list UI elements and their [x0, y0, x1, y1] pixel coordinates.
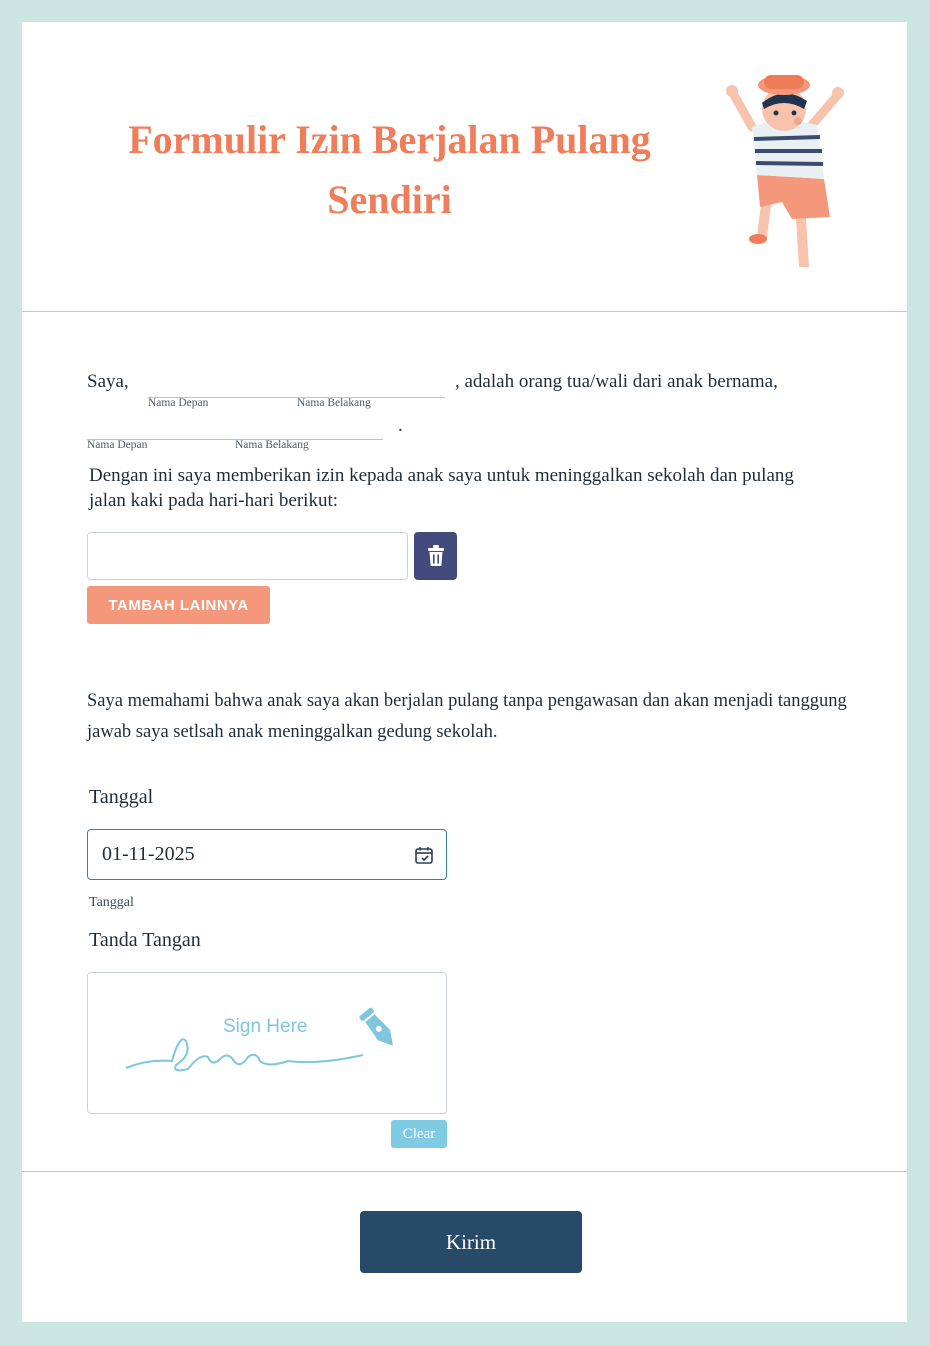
child-illustration: [712, 67, 852, 267]
parent-first-name-label: Nama Depan: [148, 397, 209, 409]
clear-signature-button[interactable]: Clear: [391, 1120, 447, 1148]
intro-suffix: , adalah orang tua/wali dari anak bernama,: [455, 371, 778, 392]
date-label: Tanggal: [89, 786, 154, 808]
footer-divider: [22, 1171, 907, 1172]
signature-scribble-icon: [88, 973, 448, 1115]
signature-label: Tanda Tangan: [89, 929, 201, 951]
form-card: [22, 22, 907, 1322]
child-name-input[interactable]: [87, 414, 383, 440]
form-header: [22, 22, 907, 312]
understanding-text: Saya memahami bahwa anak saya akan berjalan pulang tanpa pengawasan dan akan menjadi tanggung jawab saya setlsah anak meninggalkan gedung sekolah.: [87, 691, 847, 742]
trash-icon: [427, 545, 445, 567]
child-first-name-label: Nama Depan: [87, 439, 148, 451]
day-input[interactable]: [87, 532, 408, 580]
parent-last-name-label: Nama Belakang: [297, 397, 371, 409]
child-last-name-label: Nama Belakang: [235, 439, 309, 451]
signature-pad[interactable]: [87, 972, 447, 1114]
add-more-button[interactable]: TAMBAH LAINNYA: [87, 586, 270, 624]
submit-button[interactable]: Kirim: [360, 1211, 582, 1273]
date-value: 01-11-2025: [102, 843, 195, 865]
parent-name-input[interactable]: [148, 372, 445, 398]
permission-text: Dengan ini saya memberikan izin kepada anak saya untuk meninggalkan sekolah dan pulang jalan kaki pada hari-hari berikut:: [89, 465, 794, 511]
date-sublabel: Tanggal: [89, 895, 134, 910]
calendar-icon[interactable]: [414, 845, 434, 865]
form-title: Formulir Izin Berjalan Pulang Sendiri: [128, 117, 651, 222]
child-name-period: .: [398, 415, 403, 436]
delete-day-button[interactable]: [414, 532, 457, 580]
intro-prefix: Saya,: [87, 371, 129, 392]
signature-placeholder: Sign Here: [223, 1016, 308, 1037]
date-input[interactable]: [87, 829, 447, 880]
